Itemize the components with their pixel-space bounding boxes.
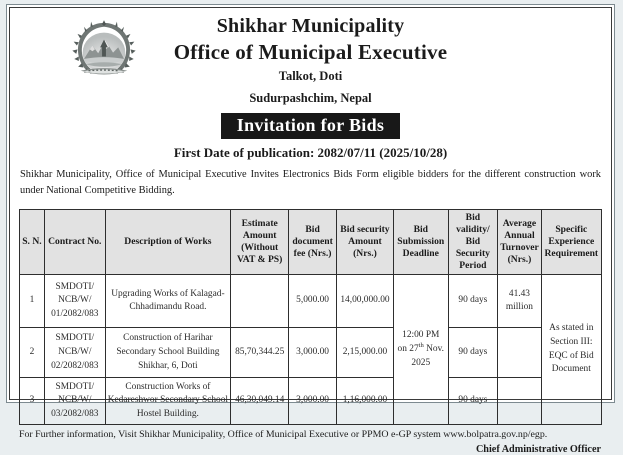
column-header-sn: S. N.: [20, 210, 45, 275]
table-row: [20, 328, 602, 378]
deadline-year: 2025: [411, 357, 431, 368]
cell-specific-experience: As stated in Section III: EQC of Bid Document: [541, 275, 601, 425]
column-header-bid-submission-deadline: Bid Submission Deadline: [394, 210, 448, 275]
organization-name-secondary: Office of Municipal Executive: [173, 40, 448, 64]
cell-average-annual-turnover: [498, 378, 541, 425]
banner-container: [19, 113, 602, 139]
intro-paragraph: Shikhar Municipality, Office of Municipal Executive Invites Electronics Bids Form eligible bidders for the different construction work under National Competitive Bidding.: [20, 168, 601, 196]
cell-bid-validity: 90 days: [448, 328, 498, 378]
cell-bid-security-amount: 2,15,000.00: [336, 328, 393, 378]
document-page: [9, 7, 612, 455]
column-header-bid-document-fee: Bid document fee (Nrs.): [289, 210, 337, 275]
cell-bid-document-fee: 3,000.00: [289, 378, 337, 425]
column-header-specific-experience: Specific Experience Requirement: [541, 210, 601, 275]
bids-table: [19, 209, 602, 425]
organization-name-primary: Shikhar Municipality: [216, 15, 405, 37]
document-page-frame: [6, 4, 615, 455]
cell-sn: 2: [20, 328, 45, 378]
column-header-bid-validity: Bid validity/ Bid Security Period: [448, 210, 498, 275]
deadline-date-ordinal: th: [418, 341, 424, 349]
footer-note: For Further information, Visit Shikhar Municipality, Office of Municipal Executive or PPMO e-GP system www.bolpatra.gov.np/egp.: [19, 429, 548, 441]
cell-description: Upgrading Works of Kalagad-Chhadimandu Road.: [105, 275, 230, 328]
cell-sn: 3: [20, 378, 45, 425]
table-row: [20, 275, 602, 328]
deadline-date-prefix: on 27: [397, 343, 419, 354]
document-masthead: [19, 15, 602, 161]
cell-estimate-amount: 85,70,344.25: [231, 328, 289, 378]
deadline-time: 12:00 PM: [402, 330, 440, 341]
cell-bid-document-fee: 3,000.00: [289, 328, 337, 378]
invitation-for-bids-banner: Invitation for Bids: [221, 113, 400, 139]
table-row: [20, 378, 602, 425]
address-line-2: Sudurpashchim, Nepal: [249, 90, 372, 105]
publication-date: First Date of publication: 2082/07/11 (2025/10/28): [173, 144, 448, 160]
column-header-contract-no: Contract No.: [44, 210, 105, 275]
table-header-row: [20, 210, 602, 275]
cell-average-annual-turnover: [498, 328, 541, 378]
address-line-1: Talkot, Doti: [278, 69, 343, 84]
cell-bid-document-fee: 5,000.00: [289, 275, 337, 328]
cell-contract-no: SMDOTI/ NCB/W/ 01/2082/083: [44, 275, 105, 328]
cell-bid-security-amount: 14,00,000.00: [336, 275, 393, 328]
cell-estimate-amount: [231, 275, 289, 328]
cell-description: Construction of Harihar Secondary School Building Shikhar, 6, Doti: [105, 328, 230, 378]
column-header-average-annual-turnover: Average Annual Turnover (Nrs.): [498, 210, 541, 275]
cell-bid-validity: 90 days: [448, 275, 498, 328]
cell-estimate-amount: 46,30,049.14: [231, 378, 289, 425]
column-header-estimate-amount: Estimate Amount (Without VAT & PS): [231, 210, 289, 275]
cell-average-annual-turnover: 41.43 million: [498, 275, 541, 328]
column-header-description: Description of Works: [105, 210, 230, 275]
column-header-bid-security-amount: Bid security Amount (Nrs.): [336, 210, 393, 275]
cell-bid-security-amount: 1,16,000.00: [336, 378, 393, 425]
cell-contract-no: SMDOTI/ NCB/W/ 03/2082/083: [44, 378, 105, 425]
deadline-date-month: Nov.: [423, 343, 444, 354]
cell-sn: 1: [20, 275, 45, 328]
cell-bid-submission-deadline: [394, 275, 448, 425]
cell-description: Construction Works of Kedareshwor Secondary School Hostel Building.: [105, 378, 230, 425]
cell-bid-validity: 90 days: [448, 378, 498, 425]
footer-signature: Chief Administrative Officer: [475, 444, 601, 455]
shikhar-municipality-emblem-icon: [71, 19, 137, 81]
cell-contract-no: SMDOTI/ NCB/W/ 02/2082/083: [44, 328, 105, 378]
